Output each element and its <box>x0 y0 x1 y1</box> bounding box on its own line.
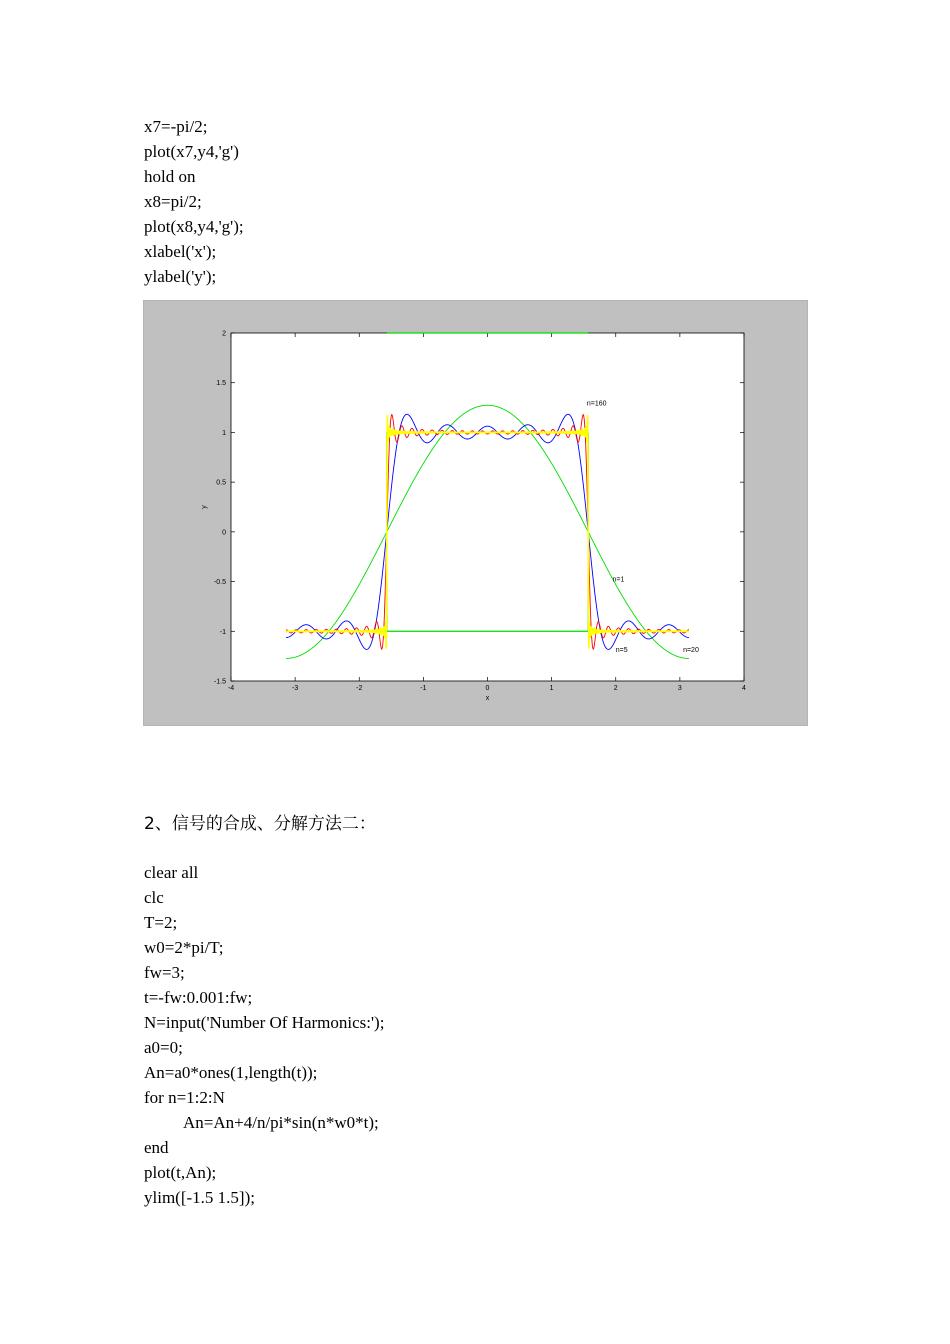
series-annotation: n=160 <box>586 400 607 408</box>
y-tick-label: 2 <box>222 330 226 338</box>
code-line: fw=3; <box>144 963 185 982</box>
plot-area <box>231 333 744 681</box>
square-wave-fourier-chart <box>144 301 809 727</box>
x-tick-label: 4 <box>742 685 746 692</box>
code-line: clear all <box>144 863 199 882</box>
code-line: plot(x7,y4,'g') <box>144 142 239 161</box>
code-block-2 <box>144 860 384 1210</box>
code-line: N=input('Number Of Harmonics:'); <box>144 1013 385 1032</box>
code-line: clc <box>144 888 164 907</box>
x-tick-label: 0 <box>485 685 490 692</box>
code-line: w0=2*pi/T; <box>144 938 224 957</box>
code-line: end <box>144 1138 169 1157</box>
code-line: for n=1:2:N <box>144 1088 225 1107</box>
series-annotation: n=1 <box>612 576 625 584</box>
series-annotation: n=20 <box>683 647 699 655</box>
x-axis-label: x <box>485 695 490 702</box>
y-tick-label: 0 <box>222 529 226 537</box>
y-axis-label: y <box>201 505 208 509</box>
x-tick-label: 1 <box>549 685 554 692</box>
code-line: ylim([-1.5 1.5]); <box>144 1188 255 1207</box>
code-block-1 <box>144 114 244 289</box>
code-line: ylabel('y'); <box>144 267 217 286</box>
section-heading: 2、信号的合成、分解方法二： <box>144 814 376 834</box>
y-tick-label: -1 <box>219 628 226 636</box>
code-line: plot(x8,y4,'g'); <box>144 217 244 236</box>
series-annotation: n=5 <box>615 647 628 655</box>
y-tick-label: 1.5 <box>216 380 226 388</box>
x-tick-label: 2 <box>613 685 618 692</box>
y-tick-label: -1.5 <box>213 678 226 686</box>
code-line: T=2; <box>144 913 178 932</box>
code-line: An=An+4/n/pi*sin(n*w0*t); <box>183 1113 379 1132</box>
code-line: An=a0*ones(1,length(t)); <box>144 1063 318 1082</box>
figure-panel <box>143 300 808 726</box>
code-line: hold on <box>144 167 196 186</box>
x-tick-label: 3 <box>677 685 682 692</box>
x-tick-label: -4 <box>227 685 235 692</box>
y-tick-label: 1 <box>222 429 226 437</box>
code-line: plot(t,An); <box>144 1163 217 1182</box>
code-line: x7=-pi/2; <box>144 117 208 136</box>
x-tick-label: -2 <box>356 685 363 692</box>
code-line: x8=pi/2; <box>144 192 202 211</box>
code-line: t=-fw:0.001:fw; <box>144 988 253 1007</box>
y-tick-label: 0.5 <box>216 479 226 487</box>
code-line: xlabel('x'); <box>144 242 217 261</box>
x-tick-label: -3 <box>292 685 299 692</box>
code-line: a0=0; <box>144 1038 183 1057</box>
x-tick-label: -1 <box>420 685 427 692</box>
y-tick-label: -0.5 <box>213 579 226 587</box>
